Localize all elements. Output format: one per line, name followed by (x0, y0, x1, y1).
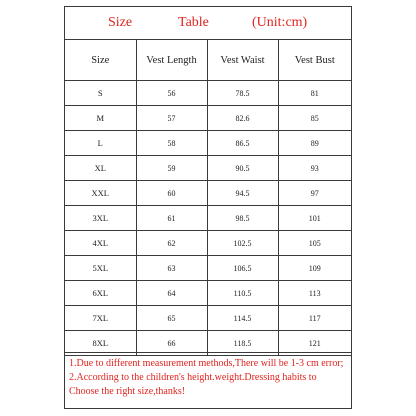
waist-cell: 114.5 (207, 306, 278, 331)
bust-cell: 93 (278, 156, 351, 181)
bust-cell: 105 (278, 231, 351, 256)
bust-cell: 117 (278, 306, 351, 331)
title-table: Table (178, 15, 209, 30)
header-size: Size (65, 40, 136, 81)
note-measurement-error: 1.Due to different measurement methods,There will be 1-3 cm error; (69, 358, 344, 369)
header-vest-length: Vest Length (136, 40, 207, 81)
waist-cell: 110.5 (207, 281, 278, 306)
title-row (65, 7, 351, 40)
waist-cell: 118.5 (207, 331, 278, 356)
note-choose-size: 2.According to the children's height.weight.Dressing habits to Choose the right size,thanks! (69, 372, 317, 397)
waist-cell: 86.5 (207, 131, 278, 156)
table-row (65, 131, 351, 156)
length-cell: 60 (136, 181, 207, 206)
size-cell: S (65, 81, 136, 106)
size-cell: 6XL (65, 281, 136, 306)
size-cell: 5XL (65, 256, 136, 281)
bust-cell: 109 (278, 256, 351, 281)
waist-cell: 82.6 (207, 106, 278, 131)
size-chart-frame (64, 6, 352, 409)
length-cell: 64 (136, 281, 207, 306)
notes (65, 352, 351, 408)
size-cell: 3XL (65, 206, 136, 231)
size-cell: L (65, 131, 136, 156)
table-row (65, 106, 351, 131)
table-row (65, 181, 351, 206)
bust-cell: 85 (278, 106, 351, 131)
size-cell: M (65, 106, 136, 131)
bust-cell: 89 (278, 131, 351, 156)
size-table (65, 40, 351, 356)
bust-cell: 101 (278, 206, 351, 231)
size-cell: XXL (65, 181, 136, 206)
table-row (65, 156, 351, 181)
bust-cell: 121 (278, 331, 351, 356)
bust-cell: 97 (278, 181, 351, 206)
header-vest-bust: Vest Bust (278, 40, 351, 81)
length-cell: 63 (136, 256, 207, 281)
title-unit: (Unit:cm) (252, 15, 308, 30)
length-cell: 66 (136, 331, 207, 356)
waist-cell: 94.5 (207, 181, 278, 206)
title-size: Size (108, 15, 133, 30)
waist-cell: 102.5 (207, 231, 278, 256)
header-vest-waist: Vest Waist (207, 40, 278, 81)
length-cell: 56 (136, 81, 207, 106)
table-row (65, 81, 351, 106)
waist-cell: 78.5 (207, 81, 278, 106)
waist-cell: 98.5 (207, 206, 278, 231)
table-row (65, 206, 351, 231)
header-row (65, 40, 351, 81)
bust-cell: 81 (278, 81, 351, 106)
length-cell: 58 (136, 131, 207, 156)
length-cell: 57 (136, 106, 207, 131)
table-row (65, 231, 351, 256)
size-cell: 8XL (65, 331, 136, 356)
waist-cell: 106.5 (207, 256, 278, 281)
size-cell: XL (65, 156, 136, 181)
table-row (65, 306, 351, 331)
size-cell: 7XL (65, 306, 136, 331)
waist-cell: 90.5 (207, 156, 278, 181)
size-cell: 4XL (65, 231, 136, 256)
length-cell: 62 (136, 231, 207, 256)
table-row (65, 256, 351, 281)
bust-cell: 113 (278, 281, 351, 306)
length-cell: 61 (136, 206, 207, 231)
table-row (65, 281, 351, 306)
length-cell: 65 (136, 306, 207, 331)
length-cell: 59 (136, 156, 207, 181)
